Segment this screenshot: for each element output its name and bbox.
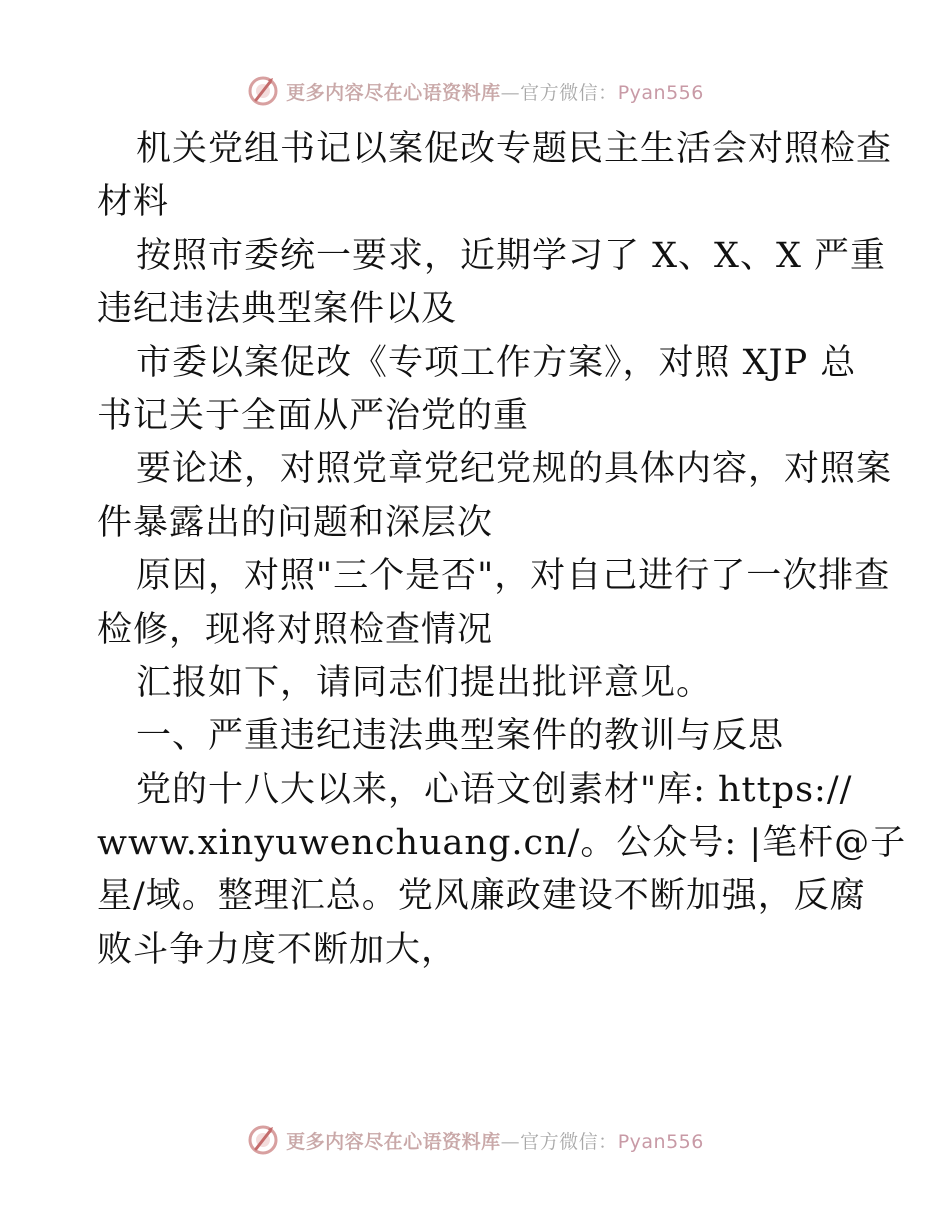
- footer-account: Pyan556: [617, 1130, 704, 1153]
- text-line: 星/域。整理汇总。党风廉政建设不断加强，反腐: [97, 876, 866, 917]
- text-line: 原因，对照"三个是否"，对自己进行了一次排查: [136, 556, 891, 597]
- header-official: 官方微信：: [520, 81, 618, 104]
- header-account: Pyan556: [617, 81, 704, 104]
- footer-watermark: [0, 1120, 950, 1160]
- text-line: 败斗争力度不断加大，: [97, 929, 458, 970]
- text-line: 按照市委统一要求，近期学习了 X、X、X 严重: [136, 235, 887, 276]
- document-body: [97, 123, 907, 977]
- text-line: 市委以案促改《专项工作方案》，对照 XJP 总: [136, 342, 857, 383]
- footer-separator: —: [500, 1130, 521, 1153]
- text-line: 汇报如下，请同志们提出批评意见。: [136, 662, 713, 703]
- text-line: 机关党组书记以案促改专题民主生活会对照检查: [136, 129, 893, 169]
- footer-main: 更多内容尽在心语资料库: [286, 1130, 501, 1153]
- text-line: 件暴露出的问题和深层次: [97, 502, 494, 543]
- text-line: www.xinyuwenchuang.cn/。公众号: |笔杆@子: [97, 823, 907, 864]
- header-watermark-text: [286, 78, 704, 105]
- footer-watermark-text: [286, 1127, 704, 1154]
- logo-icon: [246, 74, 280, 108]
- logo-icon: [246, 1123, 280, 1157]
- text-line: 要论述，对照党章党纪党规的具体内容，对照案: [136, 449, 893, 490]
- header-main: 更多内容尽在心语资料库: [286, 81, 501, 104]
- text-line: 书记关于全面从严治党的重: [97, 395, 530, 436]
- text-line: 检修，现将对照检查情况: [97, 609, 494, 650]
- text-line: 一、严重违纪违法典型案件的教训与反思: [136, 716, 785, 757]
- text-line: 材料: [97, 182, 170, 223]
- header-separator: —: [500, 81, 521, 104]
- footer-official: 官方微信：: [520, 1130, 618, 1153]
- text-line: 党的十八大以来，心语文创素材"库: https://: [136, 769, 853, 810]
- text-line: 违纪违法典型案件以及: [97, 289, 458, 330]
- header-watermark: [0, 71, 950, 111]
